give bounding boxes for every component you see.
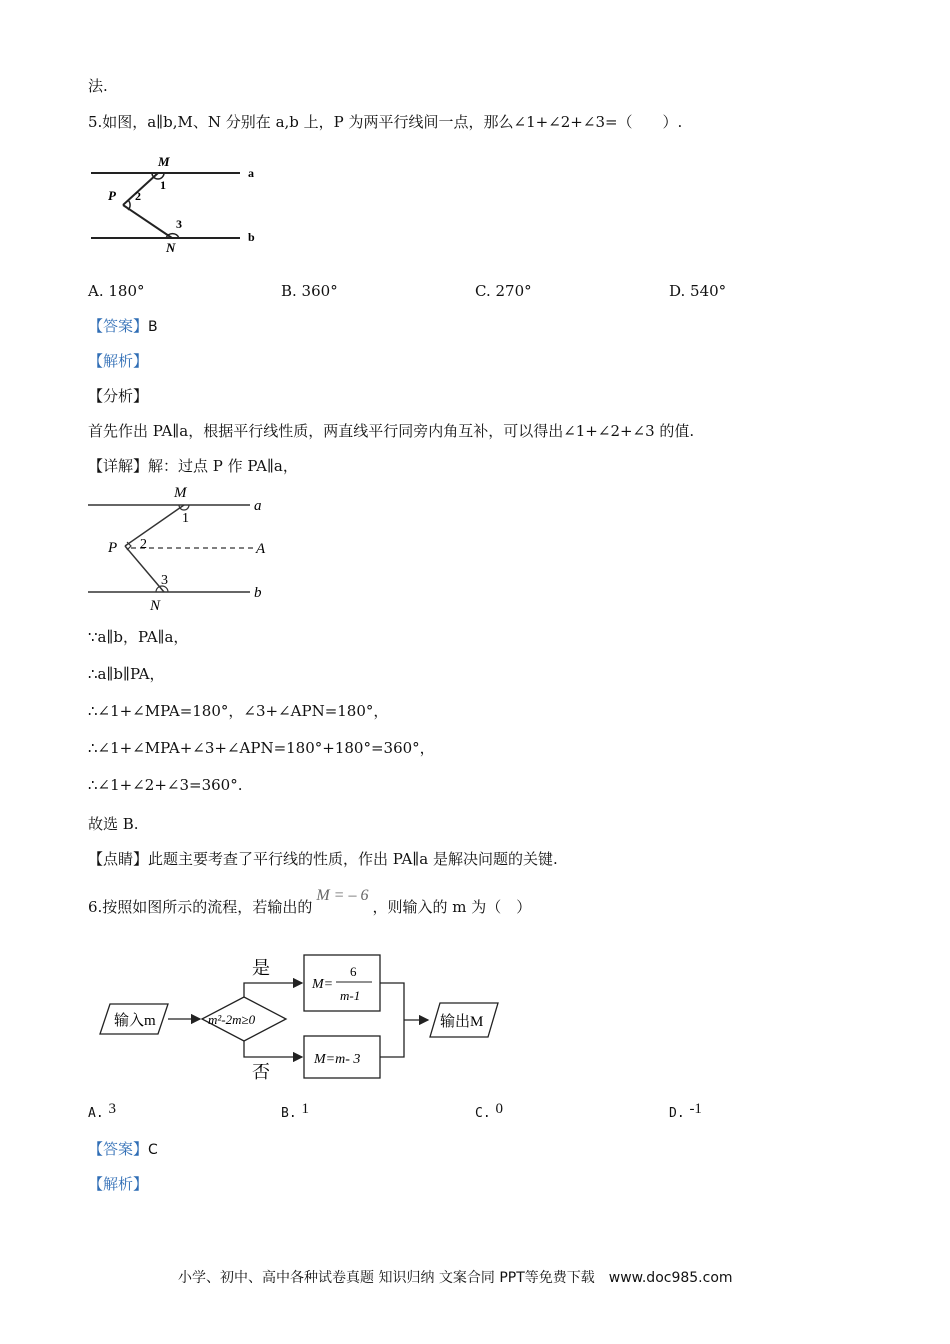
- q5-step-1: ∵a∥b，PA∥a，: [88, 628, 189, 646]
- q5-fenxi-tag: 【分析】: [88, 387, 149, 405]
- q6-stem: [88, 887, 532, 918]
- q5-fig2-label-3: 3: [161, 573, 168, 588]
- q6-answer-line: [88, 1139, 158, 1160]
- q6-stem-before: 6.按照如图所示的流程，若输出的: [88, 898, 313, 916]
- q5-fig2-label-A: A: [256, 541, 266, 557]
- q5-label-P: P: [108, 188, 116, 203]
- q6-option-c-value: 0: [495, 1101, 503, 1117]
- flow-yes-box-num: 6: [350, 964, 357, 979]
- q5-detail-tag: 【详解】: [88, 457, 149, 475]
- q5-answer-tag: 【答案】: [88, 317, 149, 335]
- q5-label-b: b: [248, 230, 255, 244]
- q5-step-5: ∴∠1+∠2+∠3=360°.: [88, 776, 243, 794]
- q5-comment-tag: 【点睛】: [88, 850, 149, 868]
- q5-detail-line: [88, 456, 298, 476]
- q6-option-c: [475, 1102, 503, 1124]
- q5-label-M: M: [158, 154, 170, 169]
- q5-detail-text: 解：过点 P 作 PA∥a，: [148, 457, 298, 475]
- q5-solution-figure: [86, 482, 276, 617]
- q6-option-b: [281, 1102, 309, 1124]
- q6-option-b-letter: B.: [281, 1106, 297, 1121]
- q5-fig2-label-b: b: [254, 585, 262, 601]
- q5-comment-line: [88, 849, 558, 869]
- q5-option-a: A. 180°: [88, 282, 145, 300]
- page-footer: 小学、初中、高中各种试卷真题 知识归纳 文案合同 PPT等免费下载 www.doc985.com: [178, 1270, 733, 1286]
- q5-label-a: a: [248, 166, 254, 180]
- q6-option-a-value: 3: [108, 1101, 116, 1117]
- q5-answer-value: B: [148, 319, 158, 335]
- q6-flowchart: [96, 950, 506, 1085]
- q5-option-d: D. 540°: [669, 282, 727, 300]
- q5-conclusion: 故选 B.: [88, 815, 139, 833]
- q5-label-1: 1: [160, 178, 166, 192]
- q6-analysis-tag: 【解析】: [88, 1175, 149, 1193]
- q6-formula: M = – 6: [316, 887, 369, 904]
- flow-input-label: 输入m: [114, 1013, 156, 1029]
- q5-fig2-label-a: a: [254, 498, 262, 514]
- q5-analysis-tag: 【解析】: [88, 352, 149, 370]
- q5-step-3: ∴∠1+∠MPA=180°，∠3+∠APN=180°，: [88, 702, 389, 720]
- q6-option-a-letter: A.: [88, 1106, 104, 1121]
- q6-option-a: [88, 1102, 116, 1124]
- flow-yes-box-lhs: M=: [312, 977, 334, 992]
- q6-option-d-letter: D.: [669, 1106, 685, 1121]
- q6-option-d-value: -1: [689, 1101, 702, 1117]
- flow-output-label: 输出M: [440, 1014, 484, 1030]
- q5-answer-line: [88, 316, 158, 337]
- q5-stem: 5.如图，a∥b,M、N 分别在 a,b 上，P 为两平行线间一点，那么∠1+∠2+∠3=（ ）.: [88, 113, 683, 131]
- q6-option-b-value: 1: [301, 1101, 309, 1117]
- q6-option-c-letter: C.: [475, 1106, 491, 1121]
- q5-fig2-label-N: N: [150, 598, 161, 614]
- q5-option-b: B. 360°: [281, 282, 338, 300]
- q5-step-4: ∴∠1+∠MPA+∠3+∠APN=180°+180°=360°，: [88, 739, 435, 757]
- q5-label-2: 2: [135, 189, 141, 203]
- q5-fig2-label-1: 1: [182, 511, 189, 526]
- q5-label-N: N: [166, 240, 176, 255]
- q6-answer-value: C: [148, 1142, 158, 1158]
- q5-fenxi-text: 首先作出 PA∥a，根据平行线性质，两直线平行同旁内角互补，可以得出∠1+∠2+∠3 的值.: [88, 422, 695, 440]
- flow-condition-label: m²-2m≥0: [208, 1012, 256, 1027]
- q5-figure-parallel-lines: [88, 150, 268, 260]
- q6-option-d: [669, 1102, 702, 1124]
- q5-option-c: C. 270°: [475, 282, 532, 300]
- q5-comment-text: 此题主要考查了平行线的性质，作出 PA∥a 是解决问题的关键.: [148, 850, 558, 868]
- q5-fig2-label-P: P: [108, 540, 118, 556]
- q5-fig2-label-2: 2: [140, 537, 147, 552]
- q5-label-3: 3: [176, 217, 182, 231]
- q5-step-2: ∴a∥b∥PA，: [88, 665, 165, 683]
- flow-yes-label: 是: [252, 958, 270, 978]
- q5-fig2-label-M: M: [174, 485, 187, 501]
- q6-stem-after: ，则输入的 m 为（ ）: [372, 898, 532, 916]
- q6-answer-tag: 【答案】: [88, 1140, 149, 1158]
- flow-no-box-label: M=m- 3: [314, 1052, 361, 1067]
- flow-no-label: 否: [252, 1062, 270, 1082]
- flow-yes-box-den: m-1: [340, 988, 361, 1003]
- top-line: 法.: [88, 77, 108, 95]
